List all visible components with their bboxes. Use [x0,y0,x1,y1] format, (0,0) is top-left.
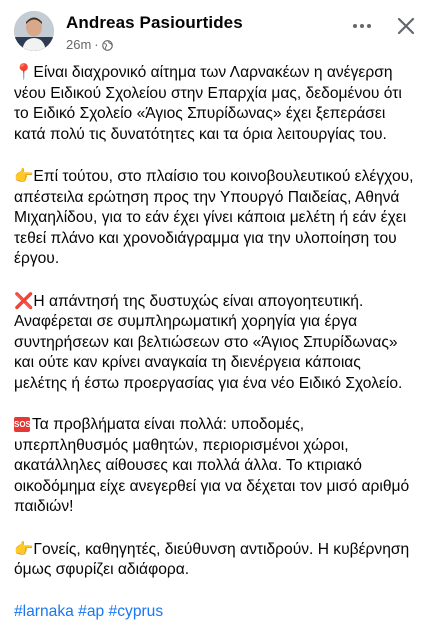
post-paragraph [14,166,418,270]
globe-icon [102,39,113,50]
pointing-hand-icon: 👉 [14,167,34,185]
author-name[interactable]: Andreas Pasiourtides [66,13,243,32]
post-paragraph [14,539,418,581]
more-horizontal-icon [351,15,373,37]
paragraph-text: Γονείς, καθηγητές, διεύθυνση αντιδρούν. Η κυβέρνηση όμως σφυρίζει αδιάφορα. [14,540,410,578]
close-icon [396,16,416,36]
paragraph-text: Τα προβλήματα είναι πολλά: υποδομές, υπερπληθυσμός μαθητών, περιορισμένοι χώροι, ακατάλληλες αίθουσες και πολλά άλλα. Το κτιριακό οικοδόμημα είχε ανεγερθεί για να δέχεται τον μισό αριθμό παιδιών! [14,416,410,515]
post-header [0,0,429,56]
avatar[interactable] [14,11,54,51]
meta-separator: · [94,37,99,52]
paragraph-text: Η απάντησή της δυστυχώς είναι απογοητευτική. Αναφέρεται σε συμπληρωματική χορηγία για έργα συντηρήσεων και βελτιώσεων στο «Άγιος Σπυρίδωνας» και ούτε καν κρίνει αναγκαία τη διενέργεια κάποιας μελέτης ή έστω προεργασίας για ένα νέο Ειδικό Σχολείο. [14,292,403,392]
more-options-button[interactable] [350,14,374,38]
hashtag-link[interactable]: #ap [78,602,105,620]
hashtag-link[interactable]: #larnaka [14,602,74,620]
pointing-hand-icon: 👉 [14,539,34,558]
post-paragraph [14,62,418,145]
cross-mark-icon: ❌ [14,291,34,310]
post-text [14,62,418,643]
paragraph-text: Επί τούτου, στο πλαίσιο του κοινοβουλευτικού ελέγχου, απέστειλα ερώτηση προς την Υπουργό Παιδείας, Αθηνά Μιχαηλίδου, για το εάν έχει γίνει κάποια μελέτη ή εάν έχει τεθεί πλάνο και χρονοδιάγραμμα για την υλοποίηση του έργου. [14,168,414,267]
hashtag-link[interactable]: #cyprus [108,602,164,620]
pin-icon: 📍 [14,63,34,81]
paragraph-text: Είναι διαχρονικό αίτημα των Λαρνακέων η ανέγερση νέου Ειδικού Σχολείου στην Επαρχία μας, δεδομένου ότι το Ειδικό Σχολείο «Άγιος Σπυρίδωνας» έχει ξεπεράσει κατά πολύ τις δυνατότητες και τα όρια λειτουργίας του. [14,64,402,143]
post-paragraph [14,415,418,518]
hashtags [14,602,418,623]
post-paragraph [14,291,418,395]
close-button[interactable] [394,14,418,38]
sos-icon: SOS [14,417,30,432]
post-time[interactable]: 26m [66,37,92,52]
post-meta [66,37,113,52]
